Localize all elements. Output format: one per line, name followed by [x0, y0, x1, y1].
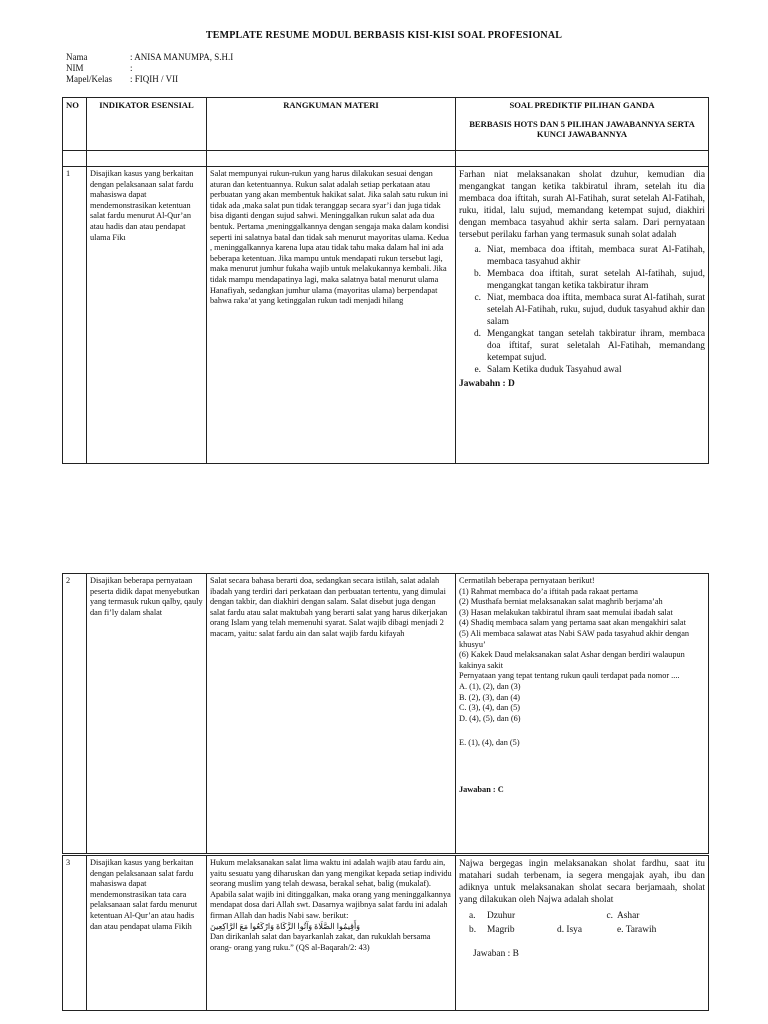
row-soal — [456, 574, 709, 854]
meta-row-nama — [66, 52, 233, 63]
header-rangkuman: RANGKUMAN MATERI — [207, 98, 456, 151]
soal-line: Cermatilah beberapa pernyataan berikut! — [459, 576, 595, 585]
meta-value: : ANISA MANUMPA, S.H.I — [130, 52, 234, 62]
table-spacer-row — [63, 151, 709, 167]
soal-option: D. (4), (5), dan (6) — [459, 713, 521, 723]
soal-option: C. (3), (4), dan (5) — [459, 703, 521, 713]
header-no: NO — [63, 98, 87, 151]
rangkuman-text: Hukum melaksanakan salat lima waktu ini adalah wajib atau fardu ain, yaitu sesuatu yang diharuskan dan yang mengikat kepada setiap individu seorang muslim yang telah dewasa, berakal sehat, balig (mukalaf). Apabila salat wajib ini ditinggalkan, maka orang yang meninggalkannya mendapat dosa dari Allah swt. Dasarnya wajibnya salat fardu ini adalah firman Allah dan hadis Nabi saw. berikut: — [210, 858, 452, 920]
soal-line: (6) Kakek Daud melaksanakan salat Ashar dengan berdiri walaupun kakinya sakit — [459, 650, 685, 670]
row-number: 3 — [63, 856, 87, 1011]
soal-option: E. (1), (4), dan (5) — [459, 738, 520, 748]
answer-key: Jawabahn : D — [459, 379, 515, 389]
header-soal-line1: SOAL PREDIKTIF PILIHAN GANDA — [509, 100, 655, 110]
arabic-verse: وَأَقِيمُوا الصَّلَاةَ وَآتُوا الزَّكَاةَ وَارْكَعُوا مَعَ الرَّاكِعِينَ — [210, 921, 361, 931]
identity-block — [66, 52, 233, 85]
soal-option: B. (2), (3), dan (4) — [459, 692, 521, 702]
soal-line: (4) Shadiq membaca salam yang pertama saat akan mengakhiri salat — [459, 618, 686, 628]
soal-line: (2) Musthafa berniat melaksanakan salat maghrib berjama’ah — [459, 597, 663, 607]
soal-line: (1) Rahmat membaca do’a iftitah pada rakaat pertama — [459, 586, 638, 596]
list-item: a. Niat, membaca doa iftitah, membaca surat Al-Fatihah, membaca tasyahud akhir — [474, 245, 705, 267]
table-header-row — [63, 98, 709, 151]
soal-line: Pernyataan yang tepat tentang rukun qauli terdapat pada nomor .... — [459, 671, 680, 681]
row-indikator: Disajikan kasus yang berkaitan dengan pelaksanaan salat fardu mahasiswa dapat mendemonstrasikan ketentuan salat fardu menurut Al-Qur’an atau hadis dan atau pendapat ulama Fikı — [87, 167, 207, 464]
meta-label: Mapel/Kelas — [66, 74, 112, 84]
row-number: 2 — [63, 574, 87, 854]
meta-row-mapel — [66, 74, 233, 85]
table-row — [63, 856, 709, 1011]
row-rangkuman: Salat mempunyai rukun-rukun yang harus dilakukan sesuai dengan aturan dan ketentuannya. Rukun salat adalah setiap perkataan atau perbuatan yang akan membentuk hakikat salat. Jika salah satu rukun ini tidak ada ,maka salat pun tidak teranggap secara syar’i dan juga tidak bisa diganti dengan sujud sahwi. Meninggalkan rukun salat ada dua bentuk. Pertama ,meninggalkannya dengan sengaja maka dalam kondisi seperti ini salatnya batal dan tidak sah menurut mayoritas ulama. Kedua , meninggalkannya karena lupa atau tidak tahu maka dalam hal ini ada beberapa ketentuan. Jika mampu untuk mendapati rukun tersebut lagi, maka menurut jumhur fukaha wajib untuk melakukannya kembali. Jika tidak mampu mendapatinya lagi, maka salatnya batal menurut ulama Hanafiyah, sedangkan jumhur ulama (mayoritas ulama) berpendapat bahwa raka’at yang ketinggalan rukun tadi menjadi hilang — [207, 167, 456, 464]
soal-question: Farhan niat melaksanakan sholat dzuhur, kemudian dia mengangkat tangan ketika takbiratul ihram, setelah itu dia membaca doa iftitah, surah Al-Fatihah, surat setelah Al-Fatihah, ruku, itidal, lalu sujud, memandang ketempat sujud, diakhiri dengan membaca tasyahud akhir serta salam. Dari pernyataan tersebut perilaku farhan yang termasuk sunah solat adalah — [459, 170, 705, 240]
soal-options — [459, 244, 705, 376]
row-indikator: Disajikan kasus yang berkaitan dengan pelaksanaan salat fardu mahasiswa dapat mendemonstrasikan tata cara pelaksanaan salat fardu menurut ketentuan Al-Qur’an atau hadis dan atau pendapat ulama Fikih — [87, 856, 207, 1011]
answer-key: Jawaban : C — [459, 784, 504, 794]
resume-table-page3 — [62, 855, 709, 1011]
verse-translation: Dan dirikanlah salat dan bayarkanlah zakat, dan rukuklah bersama orang- orang yang ruku.” (QS al-Baqarah/2: 43) — [210, 932, 431, 952]
meta-value: : — [130, 63, 133, 73]
resume-table-page2 — [62, 573, 709, 854]
document-title: TEMPLATE RESUME MODUL BERBASIS KISI-KISI SOAL PROFESIONAL — [205, 30, 563, 41]
table-row — [63, 167, 709, 464]
resume-table-page1 — [62, 97, 709, 464]
meta-label: NIM — [66, 63, 84, 73]
row-rangkuman — [207, 856, 456, 1011]
soal-question: Najwa bergegas ingin melaksanakan sholat fardhu, saat itu matahari sudah terbenam, ia segera mengajak ayah, ibu dan adiknya untuk melaksanakan sholat secara berjamaah, sholat yang dilakukan oleh Najwa adalah sholat — [459, 859, 705, 905]
list-item: d. Mengangkat tangan setelah takbiratur ihram, membaca doa iftitaf, surat seletalah Al-Fatihah, memandang ketempat sujud. — [473, 329, 705, 363]
header-soal — [456, 98, 709, 151]
row-soal — [456, 856, 709, 1011]
row-soal — [456, 167, 709, 464]
soal-option: A. (1), (2), dan (3) — [459, 681, 521, 691]
list-item: b. Membaca doa iftitah, surat setelah Al-fatihah, sujud, mengangkat tangan ketika takbiratur ihram — [473, 269, 705, 291]
soal-options: a. Dzuhur c. Ashar b. Magrib d. Isya e. Tarawih — [469, 911, 657, 935]
answer-key: Jawaban : B — [473, 949, 519, 959]
row-indikator: Disajikan beberapa pernyataan peserta didik dapat menyebutkan yang termasuk rukun qalby, qauly dan fi’ly dalam shalat — [87, 574, 207, 854]
row-number: 1 — [63, 167, 87, 464]
meta-label: Nama — [66, 52, 88, 62]
list-item: e. Salam Ketika duduk Tasyahud awal — [474, 365, 622, 375]
list-item: c. Niat, membaca doa iftita, membaca surat Al-fatihah, surat setelah Al-Fatihah, ruku, sujud, duduk tasyahud akhir dan salam — [474, 293, 705, 327]
meta-row-nim — [66, 63, 233, 74]
table-row — [63, 574, 709, 854]
header-indikator: INDIKATOR ESENSIAL — [87, 98, 207, 151]
soal-line: (5) Ali membaca salawat atas Nabi SAW pada tasyahud akhir dengan khusyu’ — [459, 628, 690, 649]
soal-line: (3) Hasan melakukan takbiratul ihram saat memulai ibadah salat — [459, 607, 673, 617]
row-rangkuman: Salat secara bahasa berarti doa, sedangkan secara istilah, salat adalah ibadah yang terdiri dari perkataan dan perbuatan tertentu, yang dimulai dengan takbir, dan diakhiri dengan salam. Salat disebut juga dengan salat fardu atau salat maktubah yang berarti salat yang harus dikerjakan orang Islam yang telah memenuhi syarat. Salat wajib dibagi menjadi 2 macam, yaitu: salat fardu ain dan salat wajib fardu kifayah — [207, 574, 456, 854]
header-soal-line2: BERBASIS HOTS DAN 5 PILIHAN JAWABANNYA SERTA KUNCI JAWABANNYA — [469, 118, 695, 140]
meta-value: : FIQIH / VII — [130, 74, 179, 84]
